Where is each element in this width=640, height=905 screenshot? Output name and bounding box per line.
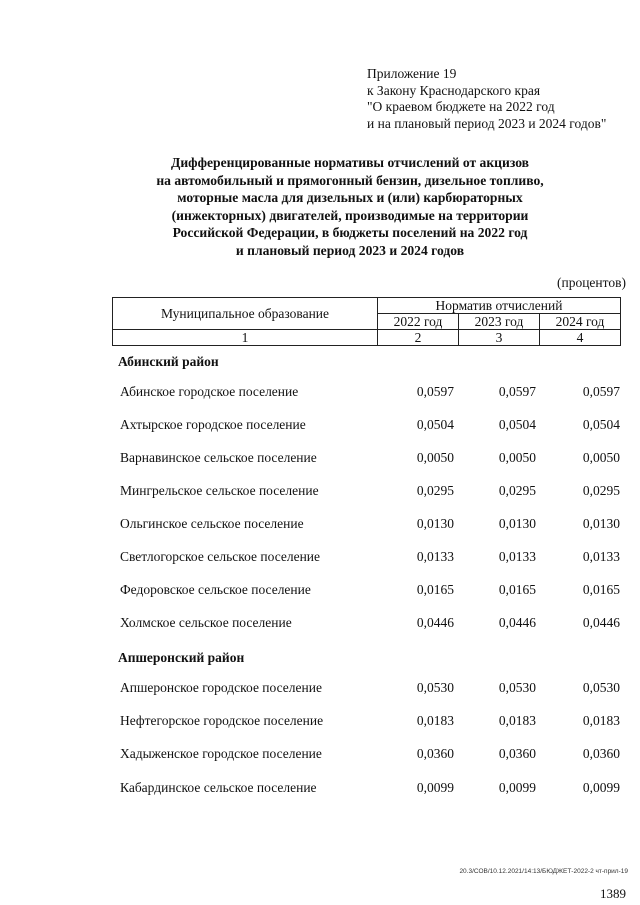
- title-line: на автомобильный и прямогонный бензин, дизельное топливо,: [156, 172, 544, 188]
- appendix-line: к Закону Краснодарского края: [367, 82, 541, 98]
- year-header: 2022 год: [378, 314, 459, 330]
- value-2022: 0,0133: [416, 549, 454, 564]
- year-header: 2023 год: [459, 314, 540, 330]
- value-2024: 0,0050: [582, 450, 620, 465]
- value-2024: 0,0504: [582, 417, 620, 432]
- value-2022: 0,0295: [416, 483, 454, 498]
- value-2023: 0,0504: [498, 417, 536, 432]
- settlement-name: Абинское городское поселение: [120, 384, 299, 399]
- value-2024: 0,0133: [582, 549, 620, 564]
- table-row: [0, 780, 640, 798]
- value-2022: 0,0360: [416, 746, 454, 761]
- value-2023: 0,0133: [498, 549, 536, 564]
- settlement-name: Нефтегорское городское поселение: [120, 713, 324, 728]
- value-2022: 0,0446: [416, 615, 454, 630]
- page-number: 1389: [600, 886, 626, 901]
- value-2023: 0,0597: [498, 384, 536, 399]
- table-row: [0, 417, 640, 435]
- value-2023: 0,0530: [498, 680, 536, 695]
- value-2024: 0,0099: [582, 780, 620, 795]
- appendix-line: и на плановый период 2023 и 2024 годов": [367, 115, 607, 131]
- value-2022: 0,0050: [416, 450, 454, 465]
- value-2024: 0,0597: [582, 384, 620, 399]
- norm-header: Норматив отчислений: [378, 298, 621, 314]
- value-2022: 0,0165: [416, 582, 454, 597]
- settlement-name: Ольгинское сельское поселение: [120, 516, 304, 531]
- column-number: 3: [459, 330, 540, 346]
- value-2024: 0,0360: [582, 746, 620, 761]
- settlement-name: Мингрельское сельское поселение: [120, 483, 319, 498]
- settlement-name: Варнавинское сельское поселение: [120, 450, 317, 465]
- table-header: [112, 297, 621, 346]
- appendix-line: "О краевом бюджете на 2022 год: [367, 99, 555, 114]
- settlement-name: Апшеронское городское поселение: [120, 680, 322, 695]
- settlement-name: Кабардинское сельское поселение: [120, 780, 317, 795]
- document-code: 20.3/СОВ/10.12.2021/14:13/БЮДЖЕТ-2022-2 чт-прил-19: [459, 868, 628, 875]
- year-header: 2024 год: [540, 314, 621, 330]
- value-2022: 0,0130: [416, 516, 454, 531]
- settlement-name: Федоровское сельское поселение: [120, 582, 311, 597]
- value-2023: 0,0050: [498, 450, 536, 465]
- title-line: (инжекторных) двигателей, производимые на территории: [171, 207, 529, 223]
- value-2022: 0,0099: [416, 780, 454, 795]
- table-row: [0, 746, 640, 764]
- settlement-name: Светлогорское сельское поселение: [120, 549, 321, 564]
- table-row: [0, 713, 640, 731]
- table-row: [0, 483, 640, 501]
- value-2023: 0,0165: [498, 582, 536, 597]
- value-2024: 0,0183: [582, 713, 620, 728]
- value-2023: 0,0446: [498, 615, 536, 630]
- units-label: (процентов): [556, 275, 626, 290]
- value-2024: 0,0446: [582, 615, 620, 630]
- value-2022: 0,0183: [416, 713, 454, 728]
- column-number: 2: [378, 330, 459, 346]
- value-2023: 0,0360: [498, 746, 536, 761]
- table-row: [0, 516, 640, 534]
- value-2022: 0,0530: [416, 680, 454, 695]
- appendix-reference: [367, 66, 606, 132]
- document-title: [110, 154, 590, 259]
- table-row: [0, 615, 640, 633]
- column-number: 4: [540, 330, 621, 346]
- settlement-name: Холмское сельское поселение: [120, 615, 292, 630]
- title-line: и плановый период 2023 и 2024 годов: [235, 242, 465, 258]
- title-line: моторные масла для дизельных и (или) карбюраторных: [177, 190, 523, 205]
- table-row: [0, 680, 640, 698]
- table-row: [0, 384, 640, 402]
- table-row: [0, 450, 640, 468]
- value-2022: 0,0597: [416, 384, 454, 399]
- column-number: 1: [113, 330, 378, 346]
- value-2024: 0,0295: [582, 483, 620, 498]
- region-heading: Абинский район: [118, 354, 219, 369]
- municipality-header: Муниципальное образование: [113, 298, 378, 330]
- value-2023: 0,0130: [498, 516, 536, 531]
- value-2024: 0,0130: [582, 516, 620, 531]
- value-2023: 0,0183: [498, 713, 536, 728]
- appendix-line: Приложение 19: [367, 66, 457, 81]
- value-2023: 0,0295: [498, 483, 536, 498]
- settlement-name: Ахтырское городское поселение: [120, 417, 306, 432]
- value-2022: 0,0504: [416, 417, 454, 432]
- value-2024: 0,0165: [582, 582, 620, 597]
- table-row: [0, 549, 640, 567]
- value-2024: 0,0530: [582, 680, 620, 695]
- settlement-name: Хадыженское городское поселение: [120, 746, 322, 761]
- title-line: Дифференцированные нормативы отчислений от акцизов: [171, 155, 529, 170]
- title-line: Российской Федерации, в бюджеты поселений на 2022 год: [172, 225, 528, 240]
- value-2023: 0,0099: [498, 780, 536, 795]
- region-heading: Апшеронский район: [118, 650, 245, 665]
- table-row: [0, 582, 640, 600]
